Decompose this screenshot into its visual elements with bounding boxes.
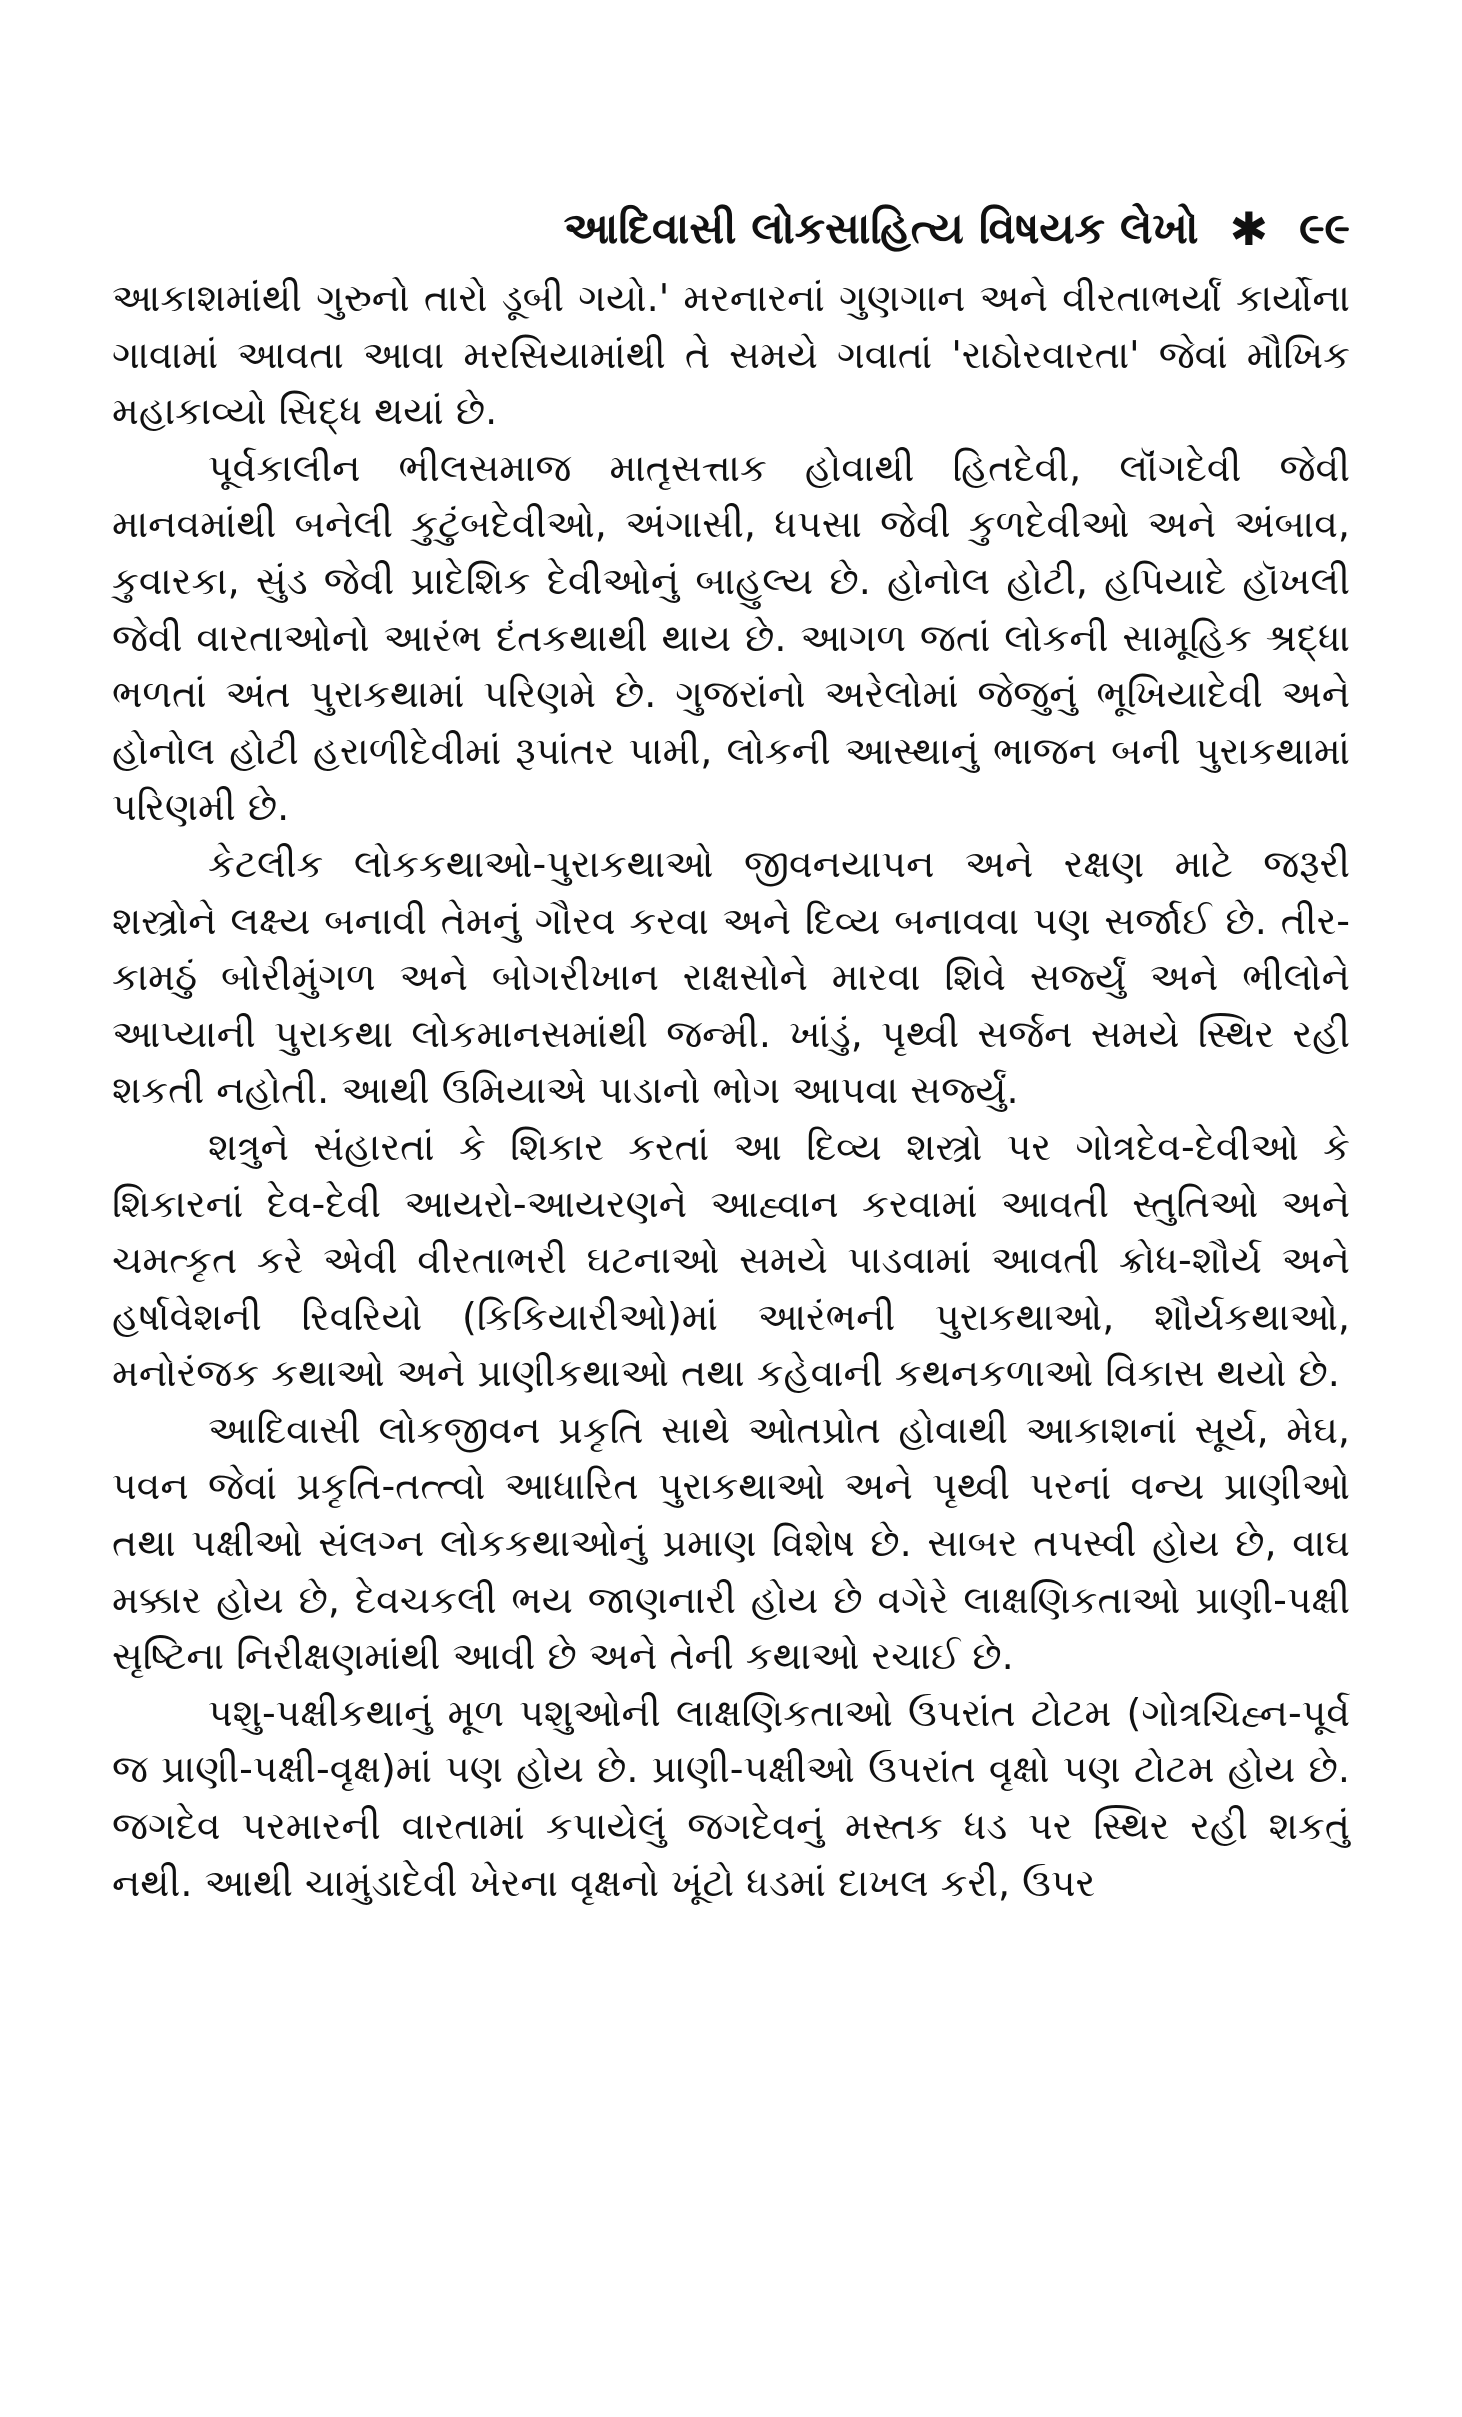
paragraph-nature-tales: આદિવાસી લોકજીવન પ્રકૃતિ સાથે ઓતપ્રોત હોવાથી આકાશનાં સૂર્ય, મેઘ, પવન જેવાં પ્રકૃતિ-તત્ત્વો આધારિત પુરાકથાઓ અને પૃથ્વી પરનાં વન્ય પ્રાણીઓ તથા પક્ષીઓ સંલગ્ન લોકકથાઓનું પ્રમાણ વિશેષ છે. સાબર તપસ્વી હોય છે, વાઘ મક્કાર હોય છે, દેવચકલી ભય જાણનારી હોય છે વગેરે લાક્ષણિકતાઓ પ્રાણી-પક્ષી સૃષ્ટિના નિરીક્ષણમાંથી આવી છે અને તેની કથાઓ રચાઈ છે.	[112, 1407, 1350, 1679]
paragraph-continuation: આકાશમાંથી ગુરુનો તારો ડૂબી ગયો.' મરનારનાં ગુણગાન અને વીરતાભર્યાં કાર્યોના ગાવામાં આવતા આવા મરસિયામાંથી તે સમયે ગવાતાં 'રાઠોરવારતા' જેવાં મૌખિક મહાકાવ્યો સિદ્ધ થયાં છે.	[112, 276, 1350, 434]
paragraph-weapon-myths: કેટલીક લોકકથાઓ-પુરાકથાઓ જીવનયાપન અને રક્ષણ માટે જરૂરી શસ્ત્રોને લક્ષ્ય બનાવી તેમનું ગૌરવ કરવા અને દિવ્ય બનાવવા પણ સર્જાઈ છે. તીર-કામઠું બોરીમુંગળ અને બોગરીખાન રાક્ષસોને મારવા શિવે સર્જ્યું અને ભીલોને આપ્યાની પુરાકથા લોકમાનસમાંથી જન્મી. ખાંડું, પૃથ્વી સર્જન સમયે સ્થિર રહી શકતી નહોતી. આથી ઉમિયાએ પાડાનો ભોગ આપવા સર્જ્યું.	[112, 841, 1350, 1113]
body-text	[112, 270, 1350, 1911]
page-number: ૯૯	[1299, 203, 1350, 254]
paragraph-war-cries: શત્રુને સંહારતાં કે શિકાર કરતાં આ દિવ્ય શસ્ત્રો પર ગોત્રદેવ-દેવીઓ કે શિકારનાં દેવ-દેવી આયરો-આયરણને આહ્વાન કરવામાં આવતી સ્તુતિઓ અને ચમત્કૃત કરે એવી વીરતાભરી ઘટનાઓ સમયે પાડવામાં આવતી ક્રોધ-શૌર્ય અને હર્ષાવેશની રિવરિયો (કિકિયારીઓ)માં આરંભની પુરાકથાઓ, શૌર્યકથાઓ, મનોરંજક કથાઓ અને પ્રાણીકથાઓ તથા કહેવાની કથનકળાઓ વિકાસ થયો છે.	[112, 1124, 1351, 1396]
paragraph-matriarchal-goddesses: પૂર્વકાલીન ભીલસમાજ માતૃસત્તાક હોવાથી હિતદેવી, લૉંગદેવી જેવી માનવમાંથી બનેલી કુટુંબદેવીઓ, અંગાસી, ધપસા જેવી કુળદેવીઓ અને અંબાવ, કુવારકા, સુંડ જેવી પ્રાદેશિક દેવીઓનું બાહુલ્ય છે. હોનોલ હોટી, હપિયાદે હૉખલી જેવી વારતાઓનો આરંભ દંતકથાથી થાય છે. આગળ જતાં લોકની સામૂહિક શ્રદ્ધા ભળતાં અંત પુરાકથામાં પરિણમે છે. ગુજરાંનો અરેલોમાં જેજુનું ભૂખિયાદેવી અને હોનોલ હોટી હરાળીદેવીમાં રૂપાંતર પામી, લોકની આસ્થાનું ભાજન બની પુરાકથામાં પરિણમી છે.	[112, 445, 1350, 830]
header-star-separator: ✱	[1229, 201, 1269, 256]
running-title: આદિવાસી લોકસાહિત્ય વિષયક લેખો	[563, 203, 1199, 254]
running-header	[120, 196, 1350, 259]
paragraph-totem-tales: પશુ-પક્ષીકથાનું મૂળ પશુઓની લાક્ષણિકતાઓ ઉપરાંત ટોટમ (ગોત્રચિહ્ન-પૂર્વ જ પ્રાણી-પક્ષી-વૃક્ષ)માં પણ હોય છે. પ્રાણી-પક્ષીઓ ઉપરાંત વૃક્ષો પણ ટોટમ હોય છે. જગદેવ પરમારની વારતામાં કપાયેલું જગદેવનું મસ્તક ધડ પર સ્થિર રહી શકતું નથી. આથી ચામુંડાદેવી ખેરના વૃક્ષનો ખૂંટો ધડમાં દાખલ કરી, ઉપર	[112, 1690, 1350, 1905]
